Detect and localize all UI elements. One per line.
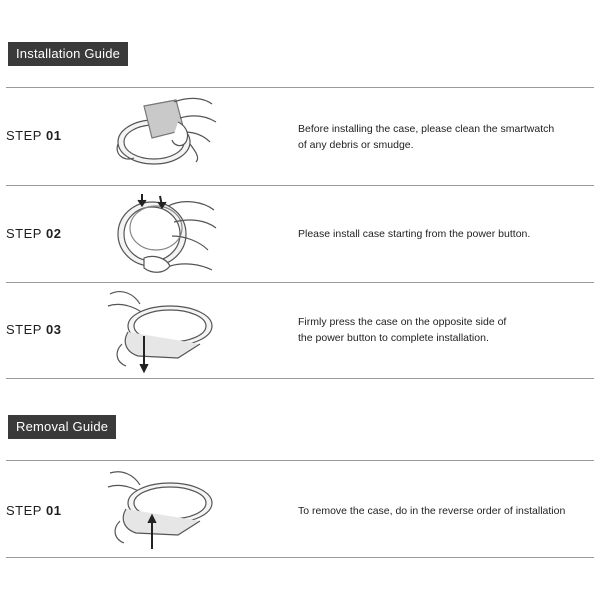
step-word: STEP bbox=[6, 128, 42, 143]
description-line: To remove the case, do in the reverse order of installation bbox=[298, 505, 566, 517]
step-number: 02 bbox=[45, 226, 62, 241]
divider bbox=[6, 185, 594, 186]
remove-case-icon bbox=[104, 465, 224, 555]
step-number: 03 bbox=[45, 322, 62, 337]
install-step-3-description bbox=[298, 314, 506, 346]
attach-case-icon bbox=[104, 188, 224, 278]
description-line: Please install case starting from the power button. bbox=[298, 228, 531, 240]
description-line: of any debris or smudge. bbox=[298, 139, 414, 151]
press-case-icon bbox=[104, 286, 224, 376]
install-step-3-label bbox=[6, 322, 61, 337]
wipe-watch-icon bbox=[104, 92, 224, 182]
divider bbox=[6, 378, 594, 379]
description-line: Before installing the case, please clean the smartwatch bbox=[298, 123, 555, 135]
description-line: Firmly press the case on the opposite side of bbox=[298, 316, 507, 328]
divider bbox=[6, 460, 594, 461]
step-word: STEP bbox=[6, 503, 42, 518]
step-word: STEP bbox=[6, 226, 42, 241]
step-number: 01 bbox=[45, 128, 62, 143]
install-step-2-description bbox=[298, 226, 530, 242]
removal-guide-title: Removal Guide bbox=[8, 415, 116, 439]
installation-guide-title: Installation Guide bbox=[8, 42, 128, 66]
step-word: STEP bbox=[6, 322, 42, 337]
divider bbox=[6, 557, 594, 558]
divider bbox=[6, 282, 594, 283]
removal-step-1-description bbox=[298, 503, 565, 519]
step-number: 01 bbox=[45, 503, 62, 518]
divider bbox=[6, 87, 594, 88]
install-step-2-label bbox=[6, 226, 61, 241]
install-step-1-label bbox=[6, 128, 61, 143]
description-line: the power button to complete installation. bbox=[298, 332, 489, 344]
removal-step-1-label bbox=[6, 503, 61, 518]
install-step-1-description bbox=[298, 121, 554, 153]
